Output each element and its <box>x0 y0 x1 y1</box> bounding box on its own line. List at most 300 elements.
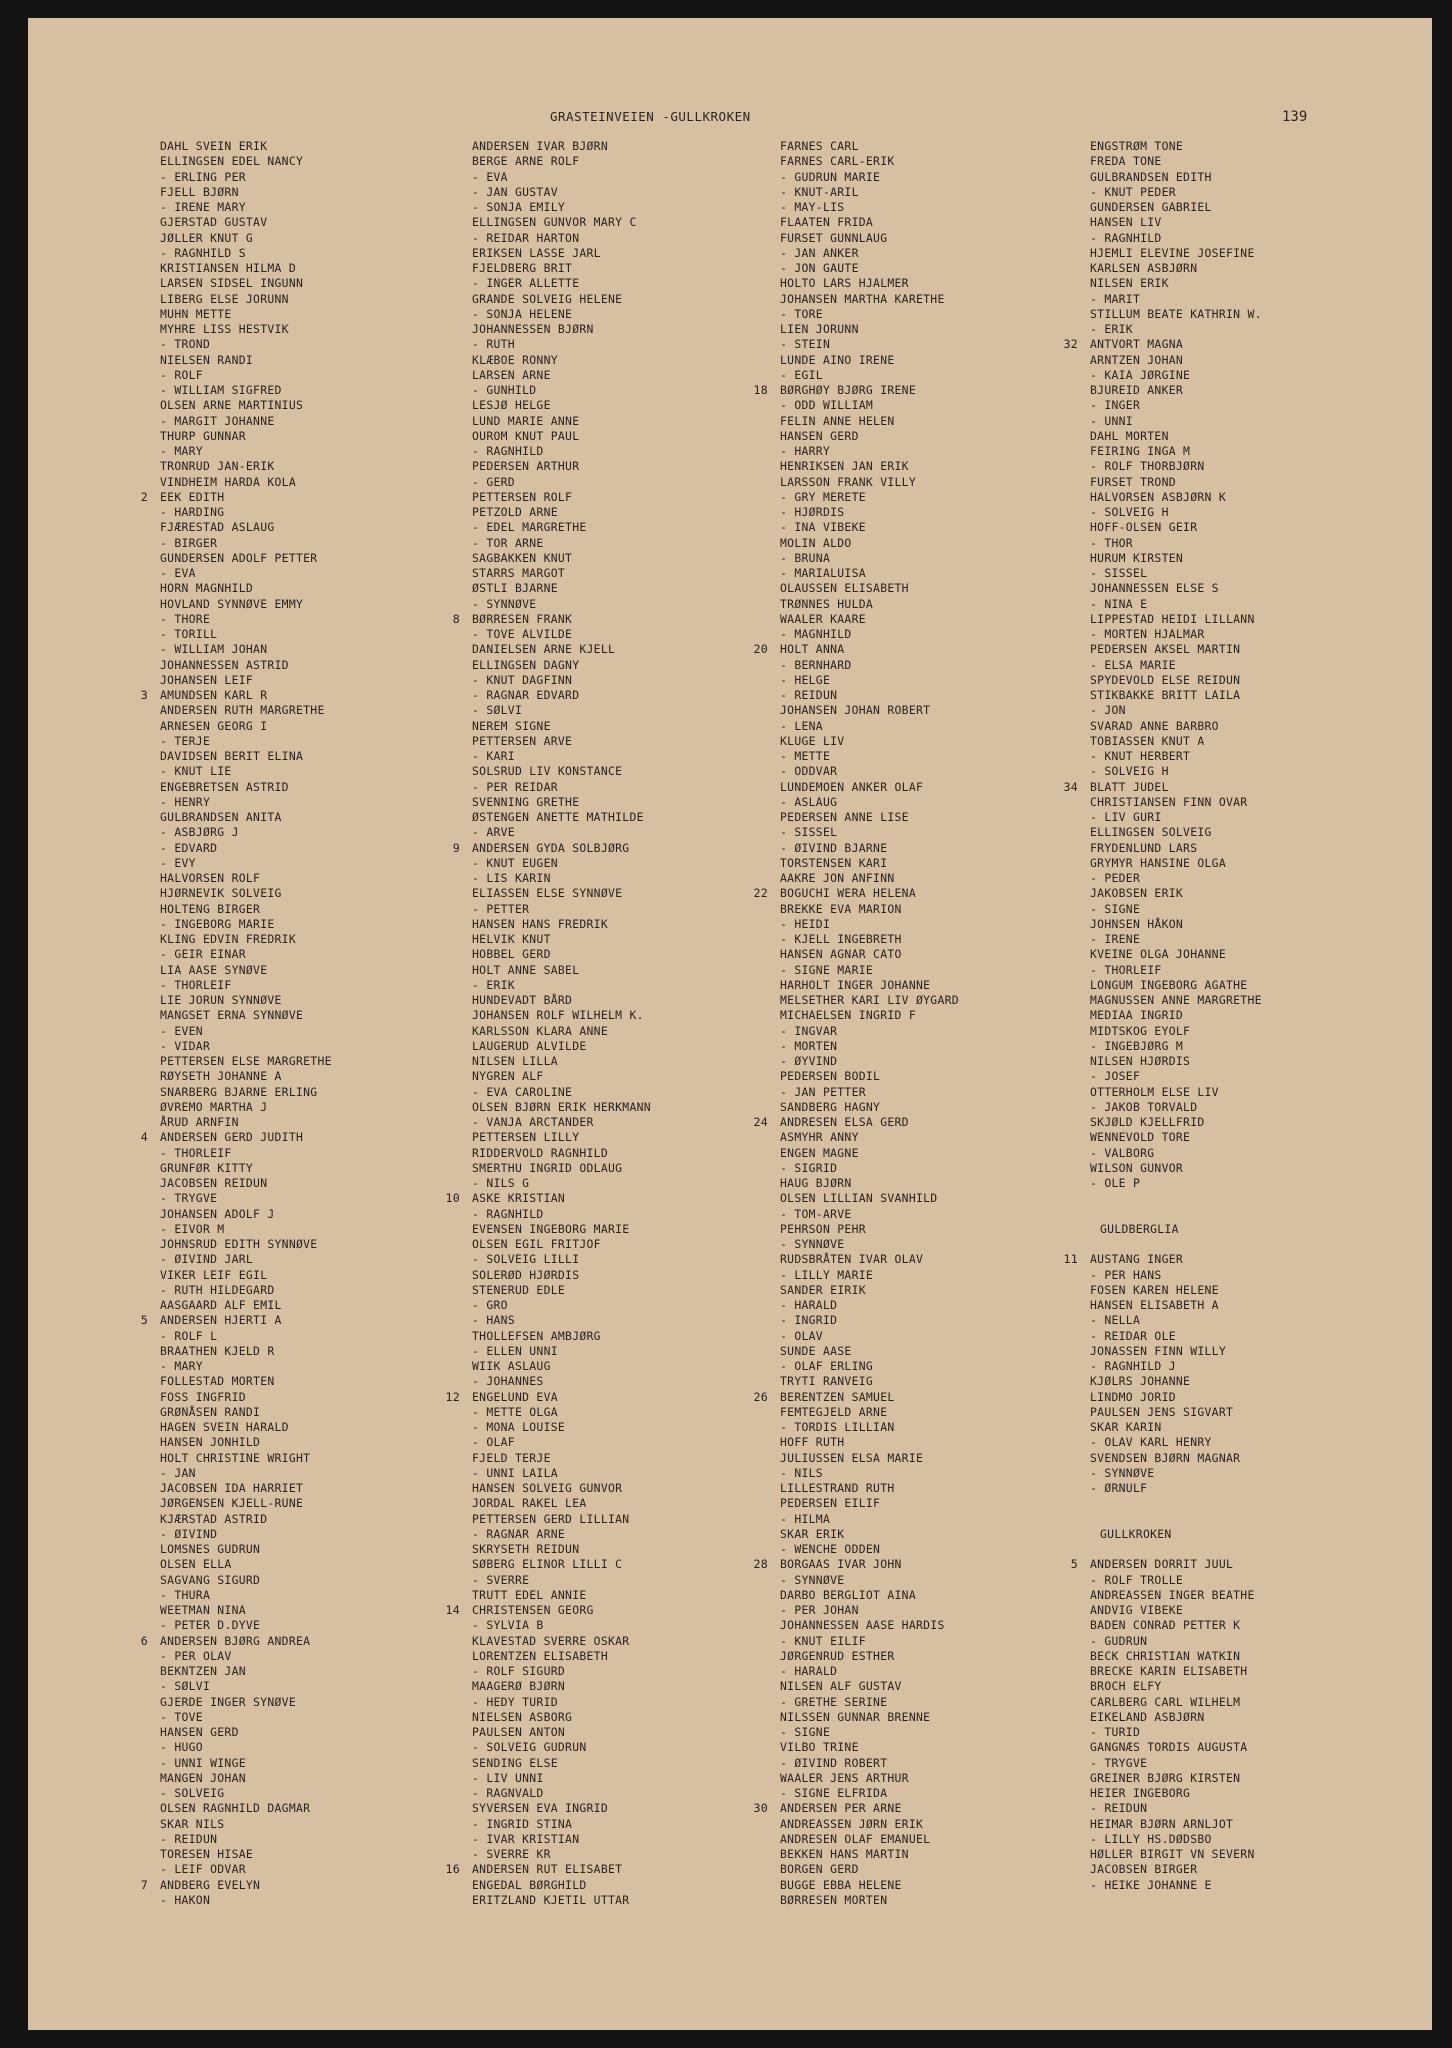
resident-name: JORDAL RAKEL LEA <box>472 1496 587 1511</box>
resident-entry <box>1090 1039 1262 1054</box>
resident-entry <box>472 597 651 612</box>
resident-entry <box>452 840 651 856</box>
resident-entry <box>140 1877 332 1893</box>
resident-name: HURUM KIRSTEN <box>1090 550 1184 565</box>
resident-name: - REIDUN <box>160 1831 218 1846</box>
resident-entry <box>472 170 651 185</box>
resident-name: FARNES CARL-ERIK <box>780 154 895 169</box>
resident-name: LUND MARIE ANNE <box>472 413 580 428</box>
resident-entry <box>780 1207 959 1222</box>
resident-entry <box>160 1664 332 1679</box>
resident-entry <box>160 1374 332 1389</box>
resident-entry <box>780 1374 959 1389</box>
resident-entry <box>472 1008 651 1023</box>
resident-entry <box>472 1786 651 1801</box>
resident-entry <box>1090 1466 1262 1481</box>
resident-name: BØRGHØY BJØRG IRENE <box>780 383 916 397</box>
resident-name: SKAR ERIK <box>780 1526 845 1541</box>
resident-name: SENDING ELSE <box>472 1755 558 1770</box>
resident-name: SMERTHU INGRID ODLAUG <box>472 1160 623 1175</box>
resident-entry <box>160 871 332 886</box>
resident-entry <box>780 1679 959 1694</box>
resident-name: - GRY MERETE <box>780 489 866 504</box>
resident-entry <box>1090 1313 1262 1328</box>
resident-name: - MARIT <box>1090 291 1141 306</box>
resident-entry <box>1090 490 1262 505</box>
resident-name: - INGVAR <box>780 1023 838 1038</box>
resident-entry <box>753 886 959 901</box>
resident-entry <box>780 1100 959 1115</box>
resident-entry <box>1090 1817 1262 1832</box>
resident-entry <box>1090 459 1262 474</box>
resident-entry <box>780 322 959 337</box>
resident-name: BREKKE EVA MARION <box>780 901 902 916</box>
resident-name: ANDERSEN PER ARNE <box>780 1801 902 1816</box>
resident-name: HOFF RUTH <box>780 1435 845 1450</box>
resident-entry <box>472 1420 651 1435</box>
resident-entry <box>160 780 332 795</box>
resident-name: LINDMO JORID <box>1090 1389 1176 1404</box>
resident-name: MEDIAA INGRID <box>1090 1008 1184 1023</box>
resident-name: - MAGNHILD <box>780 627 852 641</box>
resident-entry <box>753 1115 959 1130</box>
resident-entry <box>160 627 332 642</box>
resident-name: - LIV UNNI <box>472 1770 544 1785</box>
resident-name: MANGSET ERNA SYNNØVE <box>160 1008 304 1023</box>
resident-entry <box>1090 1329 1262 1344</box>
resident-entry <box>780 1725 959 1740</box>
resident-entry <box>1090 1283 1262 1298</box>
resident-name: HOLTENG BIRGER <box>160 901 261 916</box>
resident-entry <box>160 1573 332 1588</box>
resident-entry <box>472 673 651 688</box>
resident-entry <box>780 581 959 596</box>
resident-entry <box>472 1161 651 1176</box>
resident-entry <box>780 1435 959 1450</box>
resident-name: KVEINE OLGA JOHANNE <box>1090 947 1226 962</box>
house-number: 4 <box>140 1130 148 1145</box>
resident-entry <box>472 1817 651 1832</box>
resident-entry <box>780 1847 959 1862</box>
resident-name: KLAVESTAD SVERRE OSKAR <box>472 1633 630 1648</box>
resident-name: - KNUT EUGEN <box>472 855 558 870</box>
resident-name: SAGBAKKEN KNUT <box>472 550 573 565</box>
house-number: 26 <box>753 1389 768 1404</box>
resident-entry <box>1090 1100 1262 1115</box>
resident-name: - THORLEIF <box>1090 962 1162 977</box>
resident-entry <box>1090 536 1262 551</box>
resident-entry <box>1090 170 1262 185</box>
resident-name: - LIS KARIN <box>472 871 551 885</box>
resident-entry <box>472 764 651 779</box>
resident-entry <box>1090 185 1262 200</box>
resident-name: - VANJA ARCTANDER <box>472 1115 594 1129</box>
resident-entry <box>472 1146 651 1161</box>
resident-name: - PETTER <box>472 901 530 916</box>
resident-name: - RUTH HILDEGARD <box>160 1282 275 1297</box>
resident-name: - IVAR KRISTIAN <box>472 1831 580 1846</box>
resident-name: - GERD <box>472 474 515 489</box>
resident-name: ENGSTRØM TONE <box>1090 139 1184 153</box>
resident-entry <box>160 1862 332 1877</box>
resident-entry <box>472 1588 651 1603</box>
resident-name: - LILLY HS.DØDSBO <box>1090 1831 1212 1846</box>
resident-entry <box>160 444 332 459</box>
resident-name: NIELSEN RANDI <box>160 352 254 367</box>
resident-name: NYGREN ALF <box>472 1069 544 1084</box>
resident-name: JOHANSEN LEIF <box>160 672 254 687</box>
resident-entry <box>472 1207 651 1222</box>
resident-name: ASMYHR ANNY <box>780 1130 859 1145</box>
resident-name: - THURA <box>160 1587 211 1602</box>
resident-name: - SOLVEIG H <box>1090 505 1169 519</box>
resident-entry <box>780 1420 959 1435</box>
resident-entry <box>780 1024 959 1039</box>
resident-entry <box>160 795 332 810</box>
resident-entry <box>780 1313 959 1328</box>
resident-entry <box>160 353 332 368</box>
resident-entry <box>780 932 959 947</box>
resident-entry <box>1090 1664 1262 1679</box>
house-number: 10 <box>445 1191 460 1206</box>
resident-entry <box>445 1191 651 1206</box>
resident-entry <box>1090 398 1262 413</box>
resident-entry <box>472 1405 651 1420</box>
resident-name: NEREM SIGNE <box>472 718 551 733</box>
resident-name: HAGEN SVEIN HARALD <box>160 1420 289 1434</box>
resident-name: GANGNÆS TORDIS AUGUSTA <box>1090 1740 1248 1755</box>
resident-name: - ODD WILLIAM <box>780 398 874 413</box>
resident-entry <box>1090 1786 1262 1801</box>
resident-name: - LIV GURI <box>1090 810 1162 824</box>
resident-entry <box>1090 566 1262 581</box>
resident-entry <box>160 825 332 840</box>
blank-line <box>1090 1496 1262 1511</box>
resident-entry <box>160 673 332 688</box>
resident-name: PETTERSEN ELSE MARGRETHE <box>160 1054 332 1068</box>
resident-entry <box>1090 886 1262 901</box>
resident-name: - SVERRE KR <box>472 1847 551 1861</box>
resident-name: - EVA CAROLINE <box>472 1084 573 1099</box>
resident-entry <box>445 1862 651 1877</box>
resident-entry <box>472 200 651 215</box>
resident-name: PETTERSEN GERD LILLIAN <box>472 1511 630 1526</box>
resident-entry <box>1090 1679 1262 1694</box>
resident-entry <box>160 993 332 1008</box>
resident-name: - ROLF TROLLE <box>1090 1572 1184 1587</box>
resident-entry <box>780 825 959 840</box>
resident-name: LARSEN SIDSEL INGUNN <box>160 276 304 291</box>
resident-name: - INGEBJØRG M <box>1090 1038 1184 1053</box>
house-number: 7 <box>140 1877 148 1892</box>
resident-name: - RAGNHILD S <box>160 245 246 260</box>
resident-name: - KNUT EILIF <box>780 1633 866 1648</box>
resident-entry <box>160 1146 332 1161</box>
resident-name: MELSETHER KARI LIV ØYGARD <box>780 993 959 1007</box>
resident-name: JOHANSEN ADOLF J <box>160 1206 275 1221</box>
resident-name: OLSEN EGIL FRITJOF <box>472 1237 601 1251</box>
resident-entry <box>472 215 651 230</box>
resident-name: - HARDING <box>160 505 225 519</box>
resident-name: PEHRSON PEHR <box>780 1221 866 1236</box>
resident-entry <box>160 1588 332 1603</box>
resident-entry <box>472 1024 651 1039</box>
resident-name: - TOVE <box>160 1709 203 1724</box>
resident-name: JOHNSEN HÅKON <box>1090 916 1184 931</box>
resident-entry <box>160 1420 332 1435</box>
resident-name: ELLINGSEN SOLVEIG <box>1090 825 1212 840</box>
resident-entry <box>160 1725 332 1740</box>
resident-entry <box>1090 444 1262 459</box>
resident-name: PEDERSEN BODIL <box>780 1069 881 1084</box>
resident-name: WILSON GUNVOR <box>1090 1160 1184 1175</box>
resident-name: GUNDERSEN GABRIEL <box>1090 200 1212 214</box>
resident-entry <box>160 1832 332 1847</box>
resident-entry <box>780 490 959 505</box>
resident-name: - SISSEL <box>780 825 838 840</box>
resident-name: - SIGNE ELFRIDA <box>780 1786 888 1800</box>
street-range-title: GRASTEINVEIEN -GULLKROKEN <box>550 109 751 124</box>
resident-name: BADEN CONRAD PETTER K <box>1090 1618 1241 1633</box>
resident-name: OTTERHOLM ELSE LIV <box>1090 1084 1219 1099</box>
resident-entry <box>472 1893 651 1908</box>
resident-entry <box>160 1679 332 1694</box>
house-number: 22 <box>753 886 768 901</box>
resident-entry <box>1090 719 1262 734</box>
resident-entry <box>160 185 332 200</box>
resident-entry <box>160 1191 332 1206</box>
resident-name: ANDERSEN HJERTI A <box>160 1313 282 1328</box>
resident-name: RIDDERVOLD RAGNHILD <box>472 1145 608 1160</box>
resident-entry <box>160 719 332 734</box>
resident-name: FREDA TONE <box>1090 154 1162 169</box>
resident-entry <box>160 1771 332 1786</box>
resident-entry <box>780 185 959 200</box>
resident-name: - EDVARD <box>160 840 218 855</box>
resident-entry <box>160 612 332 627</box>
resident-entry <box>160 1161 332 1176</box>
resident-name: HOVLAND SYNNØVE EMMY <box>160 596 304 611</box>
resident-name: ARNTZEN JOHAN <box>1090 352 1184 367</box>
resident-entry <box>1090 902 1262 917</box>
resident-name: EVENSEN INGEBORG MARIE <box>472 1221 630 1236</box>
resident-name: - RAGNHILD J <box>1090 1359 1176 1373</box>
resident-entry <box>780 292 959 307</box>
resident-name: SVENDSEN BJØRN MAGNAR <box>1090 1450 1241 1465</box>
resident-entry <box>472 276 651 291</box>
resident-name: - REIDUN <box>1090 1801 1148 1816</box>
resident-entry <box>1090 993 1262 1008</box>
resident-name: - ØRNULF <box>1090 1481 1148 1495</box>
resident-name: - NINA E <box>1090 596 1148 611</box>
resident-name: - GUNHILD <box>472 383 537 397</box>
resident-name: - ERIK <box>472 977 515 992</box>
resident-entry <box>780 1008 959 1023</box>
resident-entry <box>1090 597 1262 612</box>
resident-name: - SYNNØVE <box>472 596 537 611</box>
resident-entry <box>780 231 959 246</box>
resident-name: - OLAV <box>780 1328 823 1343</box>
resident-name: LIPPESTAD HEIDI LILLANN <box>1090 611 1255 626</box>
resident-entry <box>780 337 959 352</box>
resident-name: LORENTZEN ELISABETH <box>472 1648 608 1663</box>
resident-name: JOHANNESSEN ELSE S <box>1090 581 1219 596</box>
resident-name: RØYSETH JOHANNE A <box>160 1069 282 1084</box>
resident-entry <box>140 1130 332 1145</box>
resident-entry <box>160 1085 332 1100</box>
column-4 <box>1063 139 1262 1893</box>
resident-entry <box>140 1313 332 1328</box>
resident-entry <box>780 1405 959 1420</box>
resident-name: - MORTEN HJALMAR <box>1090 627 1205 641</box>
resident-entry <box>472 475 651 490</box>
resident-entry <box>780 1481 959 1496</box>
resident-entry <box>160 459 332 474</box>
resident-name: KLING EDVIN FREDRIK <box>160 932 296 946</box>
resident-name: - NILS G <box>472 1176 530 1190</box>
resident-entry <box>472 947 651 962</box>
resident-entry <box>472 520 651 535</box>
resident-entry <box>1090 292 1262 307</box>
resident-name: HEIER INGEBORG <box>1090 1786 1191 1800</box>
resident-name: - TORDIS LILLIAN <box>780 1420 895 1434</box>
column-3 <box>753 139 959 1908</box>
resident-name: - EIVOR M <box>160 1221 225 1236</box>
resident-name: SKAR NILS <box>160 1816 225 1831</box>
resident-name: LARSEN ARNE <box>472 367 551 382</box>
resident-name: - SYLVIA B <box>472 1618 544 1633</box>
resident-entry <box>160 1069 332 1084</box>
resident-entry <box>1090 215 1262 230</box>
resident-entry <box>472 353 651 368</box>
resident-name: - RUTH <box>472 337 515 352</box>
resident-entry <box>1090 810 1262 825</box>
resident-entry <box>1090 1161 1262 1176</box>
resident-name: VINDHEIM HARDA KOLA <box>160 474 296 489</box>
blank-line <box>1090 1207 1262 1222</box>
resident-name: - STEIN <box>780 337 831 352</box>
resident-entry <box>780 1588 959 1603</box>
resident-entry <box>780 551 959 566</box>
resident-name: PEDERSEN EILIF <box>780 1496 881 1511</box>
resident-entry <box>1090 1710 1262 1725</box>
resident-entry <box>780 1085 959 1100</box>
resident-entry <box>1090 1618 1262 1633</box>
resident-entry <box>160 749 332 764</box>
resident-entry <box>780 1832 959 1847</box>
resident-entry <box>472 703 651 718</box>
section-heading <box>1090 1222 1262 1237</box>
resident-entry <box>472 642 651 657</box>
resident-entry <box>780 1893 959 1908</box>
resident-name: BØRRESEN MORTEN <box>780 1892 888 1907</box>
resident-entry <box>780 597 959 612</box>
resident-name: ANTVORT MAGNA <box>1090 337 1184 352</box>
resident-name: - SOLVEIG LILLI <box>472 1252 580 1267</box>
resident-entry <box>1090 856 1262 871</box>
house-number: 20 <box>753 642 768 657</box>
resident-name: NILSEN ALF GUSTAV <box>780 1679 902 1694</box>
resident-name: - JON GAUTE <box>780 261 859 275</box>
resident-name: - WILLIAM JOHAN <box>160 642 268 657</box>
resident-entry <box>1090 1298 1262 1313</box>
resident-name: FELIN ANNE HELEN <box>780 413 895 428</box>
resident-entry <box>160 1817 332 1832</box>
resident-name: KJØLRS JOHANNE <box>1090 1374 1191 1389</box>
resident-entry <box>472 1496 651 1511</box>
resident-name: - PEDER <box>1090 871 1141 885</box>
resident-entry <box>472 780 651 795</box>
resident-entry <box>472 1512 651 1527</box>
resident-name: NILSEN ERIK <box>1090 276 1169 291</box>
resident-name: ARNESEN GEORG I <box>160 718 268 733</box>
resident-entry <box>472 886 651 901</box>
resident-name: ELIASSEN ELSE SYNNØVE <box>472 886 623 901</box>
resident-name: - TOR ARNE <box>472 535 544 550</box>
resident-name: - SYNNØVE <box>780 1572 845 1587</box>
resident-entry <box>780 1740 959 1755</box>
resident-entry <box>160 337 332 352</box>
resident-entry <box>780 1496 959 1511</box>
resident-name: PETZOLD ARNE <box>472 505 558 519</box>
resident-entry <box>160 383 332 398</box>
resident-name: SNARBERG BJARNE ERLING <box>160 1084 318 1099</box>
resident-entry <box>1090 1115 1262 1130</box>
resident-entry <box>753 383 959 398</box>
resident-name: BEKKEN HANS MARTIN <box>780 1847 909 1861</box>
resident-entry <box>780 1573 959 1588</box>
resident-name: - EVY <box>160 855 196 870</box>
resident-name: - THOR <box>1090 535 1133 550</box>
resident-name: STENERUD EDLE <box>472 1282 566 1297</box>
resident-name: - PER REIDAR <box>472 779 558 794</box>
resident-name: - BERNHARD <box>780 657 852 672</box>
resident-name: - UNNI WINGE <box>160 1755 246 1770</box>
resident-name: - TORE <box>780 306 823 321</box>
resident-entry <box>780 215 959 230</box>
resident-name: LUNDEMOEN ANKER OLAF <box>780 779 924 794</box>
resident-name: - KNUT DAGFINN <box>472 672 573 687</box>
resident-entry <box>472 551 651 566</box>
resident-entry <box>472 1085 651 1100</box>
resident-name: - ROLF L <box>160 1328 218 1343</box>
resident-entry <box>472 1634 651 1649</box>
resident-name: MAGNUSSEN ANNE MARGRETHE <box>1090 993 1262 1007</box>
resident-name: FURSET TROND <box>1090 474 1176 489</box>
resident-entry <box>160 1252 332 1267</box>
resident-entry <box>160 1039 332 1054</box>
house-number: 12 <box>445 1389 460 1404</box>
resident-entry <box>780 459 959 474</box>
resident-name: ØSTENGEN ANETTE MATHILDE <box>472 810 644 824</box>
resident-name: HOBBEL GERD <box>472 947 551 962</box>
resident-entry <box>780 566 959 581</box>
resident-entry <box>780 1771 959 1786</box>
resident-name: FLAATEN FRIDA <box>780 215 874 230</box>
resident-name: JULIUSSEN ELSA MARIE <box>780 1450 924 1465</box>
resident-name: TORSTENSEN KARI <box>780 855 888 870</box>
resident-name: - INGRID STINA <box>472 1816 573 1831</box>
resident-name: ELLINGSEN EDEL NANCY <box>160 154 304 169</box>
resident-entry <box>753 1389 959 1405</box>
resident-name: AASGAARD ALF EMIL <box>160 1298 282 1312</box>
resident-name: - HEIKE JOHANNE E <box>1090 1877 1212 1892</box>
resident-entry <box>160 505 332 520</box>
resident-name: HANSEN HANS FREDRIK <box>472 916 608 931</box>
resident-entry <box>780 200 959 215</box>
resident-name: - JAN GUSTAV <box>472 184 558 199</box>
resident-entry <box>780 1878 959 1893</box>
